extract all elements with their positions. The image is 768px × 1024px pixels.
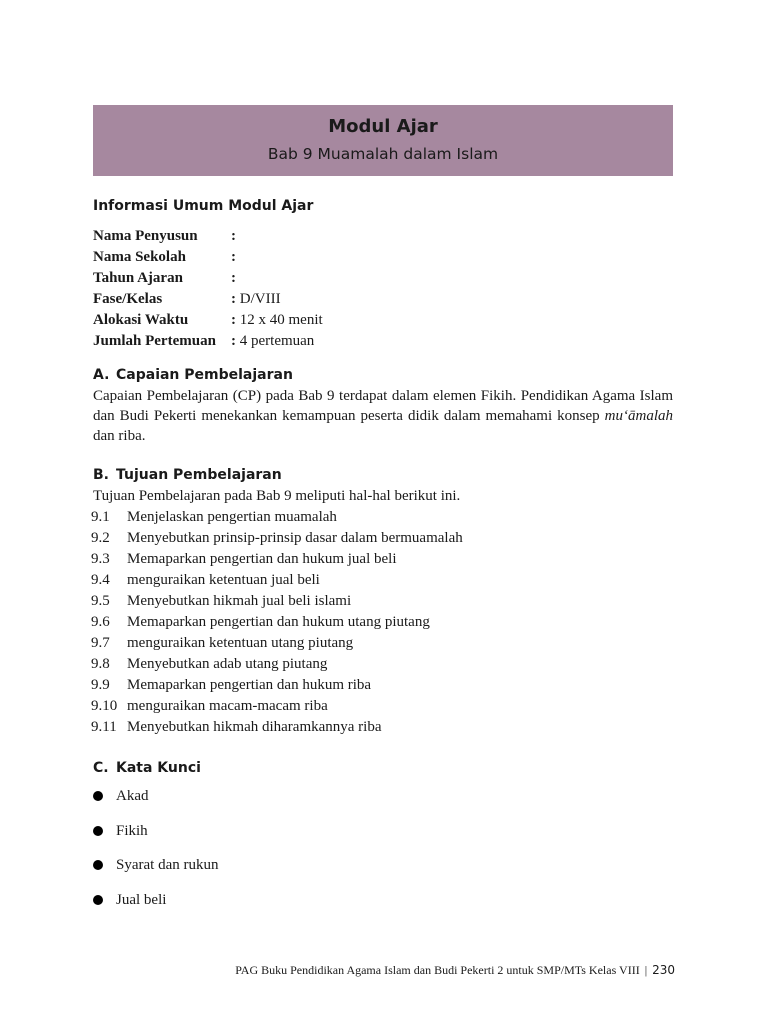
- goal-item: [91, 696, 463, 717]
- info-colon: :: [231, 291, 236, 307]
- goal-item: [91, 633, 463, 654]
- goal-text: menguraikan macam-macam riba: [127, 698, 328, 714]
- bullet-icon: [93, 791, 103, 801]
- goal-number: 9.4: [91, 572, 110, 588]
- goal-text: Menyebutkan adab utang piutang: [127, 656, 328, 672]
- info-value: 12 x 40 menit: [239, 312, 323, 328]
- section-a-heading: [93, 367, 293, 383]
- info-label: Fase/Kelas: [93, 291, 163, 307]
- section-a-number: A.: [93, 367, 110, 383]
- goal-text: Memaparkan pengertian dan hukum jual beli: [127, 551, 397, 567]
- goal-number: 9.1: [91, 509, 110, 525]
- info-colon: :: [231, 228, 236, 244]
- goal-item: [91, 612, 463, 633]
- goal-number: 9.11: [91, 719, 117, 735]
- info-row: [93, 310, 323, 331]
- info-value: 4 pertemuan: [239, 333, 315, 349]
- keyword-item: [93, 821, 218, 856]
- goal-text: Menyebutkan hikmah jual beli islami: [127, 593, 352, 609]
- info-colon: :: [231, 249, 236, 265]
- section-a-paragraph: [93, 386, 673, 446]
- goal-text: Memaparkan pengertian dan hukum utang piutang: [127, 614, 430, 630]
- page-number: 230: [652, 963, 675, 977]
- info-row: [93, 289, 323, 310]
- goal-text: Menyebutkan prinsip-prinsip dasar dalam bermuamalah: [127, 530, 463, 546]
- goal-item: [91, 675, 463, 696]
- section-a-title: Capaian Pembelajaran: [116, 367, 293, 383]
- goal-item: [91, 570, 463, 591]
- info-label: Nama Sekolah: [93, 249, 186, 265]
- goal-text: menguraikan ketentuan jual beli: [127, 572, 320, 588]
- goal-number: 9.3: [91, 551, 110, 567]
- goal-text: Memaparkan pengertian dan hukum riba: [127, 677, 372, 693]
- section-a-text-end: dan riba.: [93, 428, 146, 444]
- info-label: Alokasi Waktu: [93, 312, 189, 328]
- section-b-title: Tujuan Pembelajaran: [116, 467, 282, 483]
- goal-item: [91, 528, 463, 549]
- module-title: Modul Ajar: [328, 116, 438, 137]
- section-c-heading: [93, 760, 201, 776]
- keyword-item: [93, 855, 218, 890]
- info-table: [93, 226, 323, 352]
- keyword-text: Akad: [116, 788, 149, 804]
- info-row: [93, 247, 323, 268]
- goal-item: [91, 654, 463, 675]
- keyword-text: Syarat dan rukun: [116, 857, 219, 873]
- goal-number: 9.5: [91, 593, 110, 609]
- goal-text: menguraikan ketentuan utang piutang: [127, 635, 354, 651]
- module-banner: [93, 105, 673, 176]
- section-b-number: B.: [93, 467, 109, 483]
- page-footer: [235, 963, 675, 978]
- module-subtitle: Bab 9 Muamalah dalam Islam: [267, 145, 499, 163]
- goal-item: [91, 591, 463, 612]
- goal-item: [91, 549, 463, 570]
- section-c-title: Kata Kunci: [116, 760, 201, 776]
- info-heading: Informasi Umum Modul Ajar: [93, 198, 314, 214]
- section-b-heading: [93, 467, 282, 483]
- goal-item: [91, 507, 463, 528]
- goal-item: [91, 717, 463, 738]
- section-a-italic-term: mu‘āmalah: [604, 408, 673, 424]
- keyword-text: Fikih: [116, 822, 148, 839]
- section-b-intro: Tujuan Pembelajaran pada Bab 9 meliputi hal-hal berikut ini.: [93, 488, 461, 504]
- info-label: Tahun Ajaran: [93, 270, 183, 286]
- goal-list: [91, 507, 463, 738]
- goal-number: 9.7: [91, 635, 110, 651]
- bullet-icon: [93, 860, 103, 870]
- footer-text: PAG Buku Pendidikan Agama Islam dan Budi Pekerti 2 untuk SMP/MTs Kelas VIII: [235, 963, 640, 977]
- info-colon: :: [231, 333, 236, 349]
- footer-separator: |: [644, 963, 648, 977]
- keyword-text: Jual beli: [116, 891, 167, 908]
- goal-number: 9.2: [91, 530, 110, 546]
- info-row: [93, 268, 323, 289]
- bullet-icon: [93, 826, 103, 836]
- goal-number: 9.8: [91, 656, 110, 672]
- keyword-item: [93, 890, 218, 925]
- info-row: [93, 226, 323, 247]
- goal-number: 9.10: [91, 698, 118, 714]
- goal-number: 9.6: [91, 614, 110, 630]
- bullet-icon: [93, 895, 103, 905]
- keyword-item: [93, 786, 218, 821]
- goal-text: Menjelaskan pengertian muamalah: [127, 509, 337, 525]
- info-value: D/VIII: [239, 291, 281, 307]
- info-colon: :: [231, 312, 236, 328]
- info-label: Jumlah Pertemuan: [93, 333, 216, 349]
- keyword-list: [93, 786, 218, 924]
- info-colon: :: [231, 270, 236, 286]
- info-row: [93, 331, 323, 352]
- info-label: Nama Penyusun: [93, 228, 198, 244]
- section-c-number: C.: [93, 760, 109, 776]
- goal-number: 9.9: [91, 677, 110, 693]
- section-a-text: Capaian Pembelajaran (CP) pada Bab 9 terdapat dalam elemen Fikih. Pendidikan Agama Islam dan Budi Pekerti menekankan kemampuan peserta didik dalam memahami konsep: [93, 388, 673, 424]
- goal-text: Menyebutkan hikmah diharamkannya riba: [127, 719, 382, 735]
